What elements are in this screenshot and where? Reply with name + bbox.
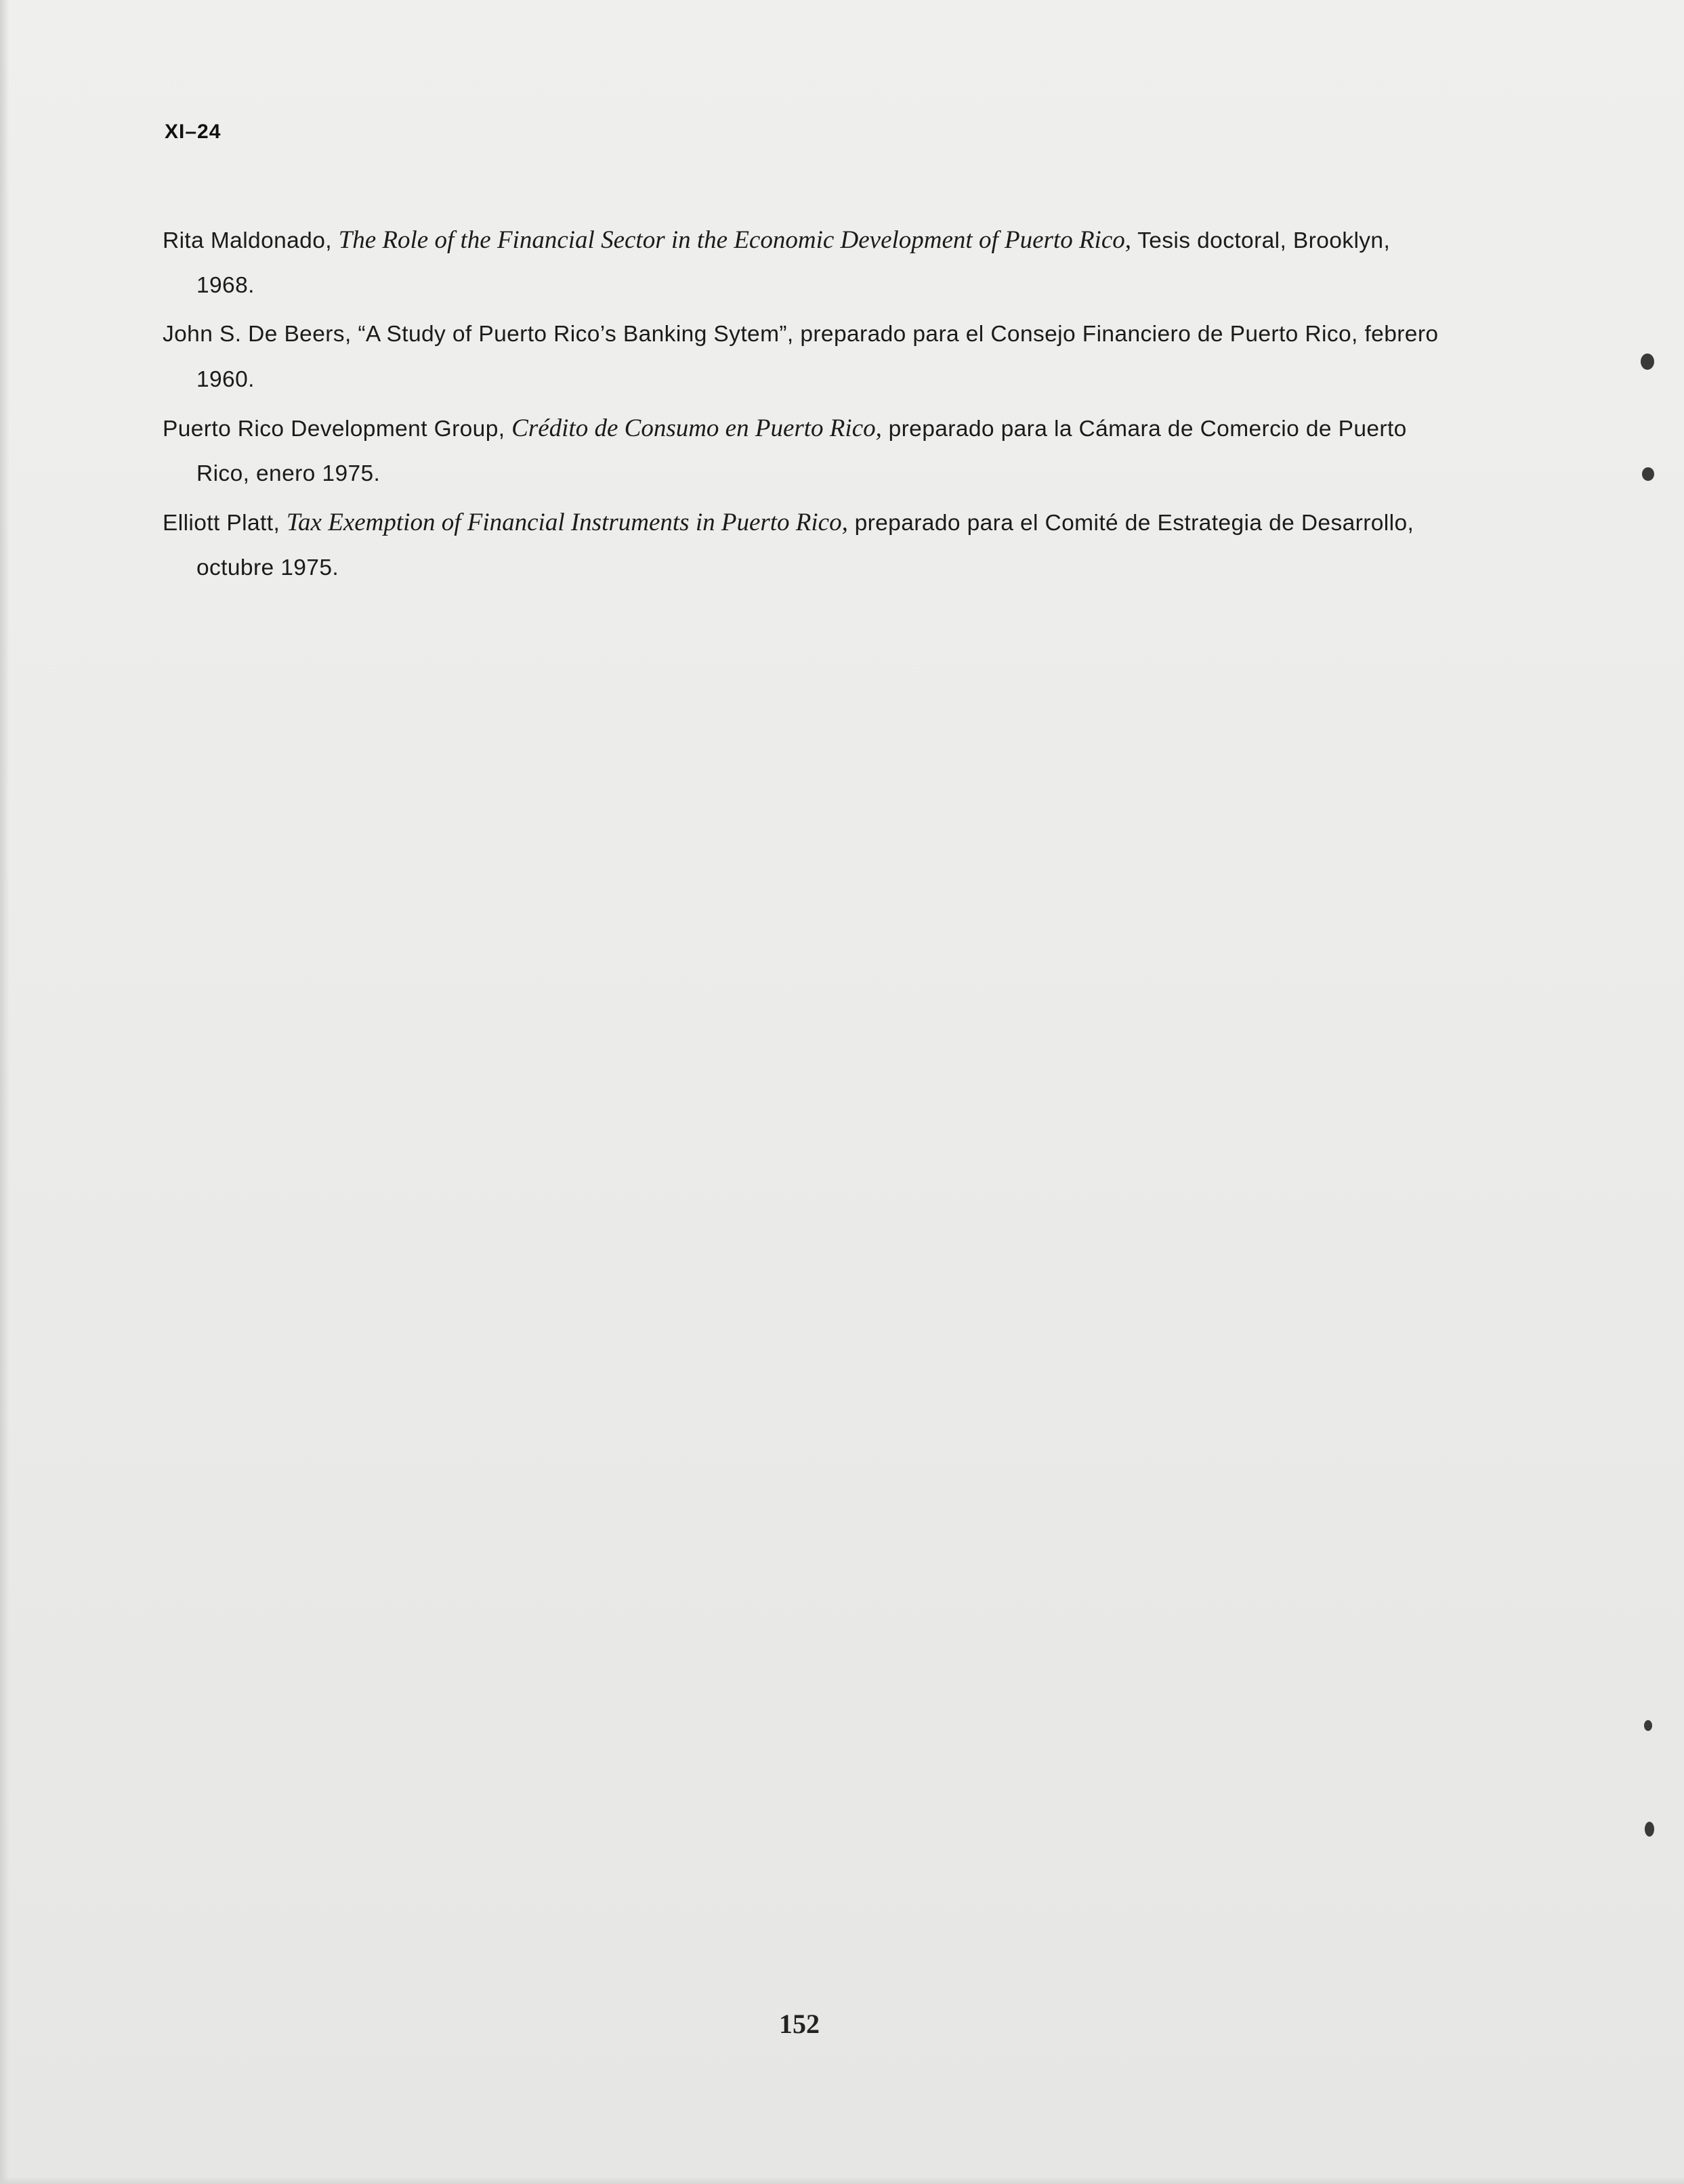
reference-title: Tax Exemption of Financial Instruments in Puerto Rico, (286, 509, 848, 536)
reference-details: Tesis doctoral, Brooklyn, 1968. (196, 228, 1391, 298)
scan-mark (1642, 467, 1654, 481)
reference-entry (163, 406, 1450, 496)
reference-list (163, 218, 1450, 595)
reference-details: preparado para la Cámara de Comercio de Puerto Rico, enero 1975. (196, 416, 1407, 486)
reference-entry (163, 218, 1450, 308)
scan-left-edge (0, 0, 9, 2184)
scan-mark (1641, 354, 1654, 370)
reference-author: Elliott Platt, (163, 511, 287, 536)
reference-title: Crédito de Consumo en Puerto Rico, (511, 414, 882, 442)
scan-mark (1644, 1720, 1652, 1731)
reference-title: The Role of the Financial Sector in the Economic Development of Puerto Rico, (338, 226, 1131, 254)
scan-mark (1645, 1822, 1654, 1837)
reference-author: John S. De Beers, “A Study of Puerto Rico’s Banking Sytem”, preparado para el Consejo Financiero de Puerto Rico, febrero 1960. (163, 322, 1439, 392)
reference-author: Puerto Rico Development Group, (163, 416, 512, 442)
reference-entry (163, 312, 1450, 402)
reference-author: Rita Maldonado, (163, 228, 339, 253)
reference-details: preparado para el Comité de Estrategia de Desarrollo, octubre 1975. (196, 511, 1414, 580)
section-page-label: XI–24 (165, 121, 222, 143)
scan-bottom-edge (0, 2177, 1684, 2184)
page-number: 152 (779, 2009, 820, 2039)
reference-entry (163, 500, 1450, 591)
